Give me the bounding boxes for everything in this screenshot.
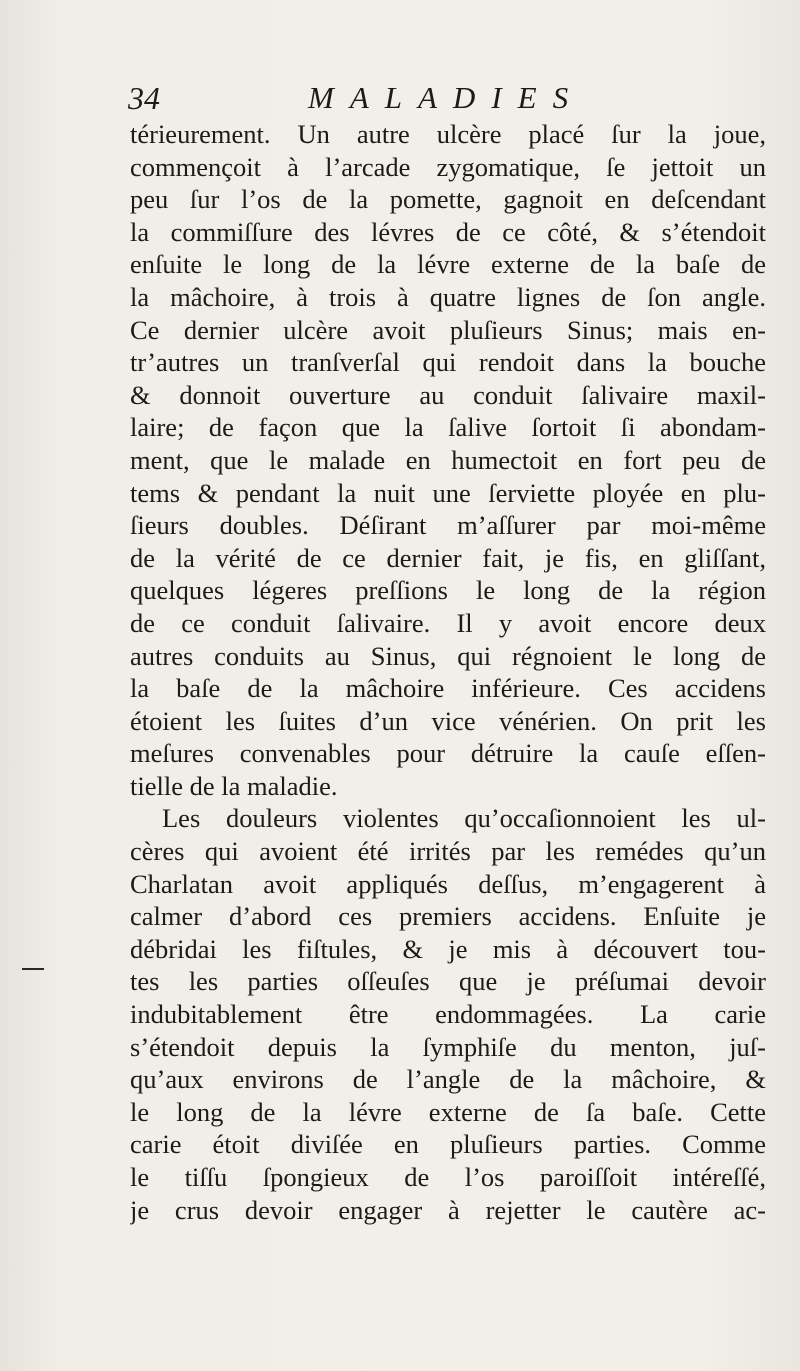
text-line: ment, que le malade en humectoit en fort peu de <box>130 444 766 475</box>
text-line: indubitablement être endommagées. La carie <box>130 999 766 1030</box>
text-line: tr’autres un tranſverſal qui rendoit dans la bouche <box>130 347 766 378</box>
text-line: s’étendoit depuis la ſymphiſe du menton, juſ- <box>130 1031 766 1062</box>
text-line: carie étoit diviſée en pluſieurs parties. Comme <box>130 1129 766 1160</box>
text-line: de la vérité de ce dernier fait, je fis, en gliſſant, <box>130 542 766 573</box>
text-line: ſieurs doubles. Déſirant m’aſſurer par moi-même <box>130 510 766 541</box>
text-line: le tiſſu ſpongieux de l’os paroiſſoit intéreſſé, <box>130 1162 766 1192</box>
text-line: & donnoit ouverture au conduit ſalivaire maxil- <box>130 379 766 410</box>
text-line: tems & pendant la nuit une ſerviette ployée en plu- <box>130 477 766 508</box>
text-line: qu’aux environs de l’angle de la mâchoire, & <box>130 1064 766 1095</box>
text-line: le long de la lévre externe de ſa baſe. Cette <box>130 1096 766 1127</box>
text-line: je crus devoir engager à rejetter le cautère ac- <box>130 1194 766 1225</box>
text-line: laire; de façon que la ſalive ſortoit ſi abondam- <box>130 412 766 443</box>
text-line: la commiſſure des lévres de ce côté, & s’étendoit <box>130 216 766 247</box>
text-line: débridai les fiſtules, & je mis à découvert tou- <box>130 933 766 964</box>
text-line: de ce conduit ſalivaire. Il y avoit encore deux <box>130 607 766 638</box>
text-line: cères qui avoient été irrités par les remédes qu’un <box>130 836 766 867</box>
text-line: Les douleurs violentes qu’occaſionnoient les ul- <box>162 803 766 834</box>
body-text <box>130 118 766 1226</box>
text-line: autres conduits au Sinus, qui régnoient le long de <box>130 640 766 671</box>
text-line: la baſe de la mâchoire inférieure. Ces accidens <box>130 673 766 704</box>
text-line: enſuite le long de la lévre externe de la baſe de <box>130 249 766 280</box>
text-line: térieurement. Un autre ulcère placé ſur la joue, <box>130 119 766 149</box>
text-line: tes les parties oſſeuſes que je préſumai devoir <box>130 966 766 997</box>
text-line: commençoit à l’arcade zygomatique, ſe jettoit un <box>130 151 766 182</box>
text-line: quelques légeres preſſions le long de la région <box>130 575 766 606</box>
text-line: calmer d’abord ces premiers accidens. Enſuite je <box>130 901 766 932</box>
text-line: la mâchoire, à trois à quatre lignes de ſon angle. <box>130 281 766 312</box>
paragraph <box>130 802 766 1226</box>
text-line: étoient les ſuites d’un vice vénérien. On prit les <box>130 705 766 736</box>
text-line: meſures convenables pour détruire la cauſe eſſen- <box>130 738 766 769</box>
text-line: Charlatan avoit appliqués deſſus, m’engagerent à <box>130 868 766 899</box>
page-header <box>128 78 768 118</box>
page-number: 34 <box>128 80 160 116</box>
running-title: MALADIES <box>308 80 585 115</box>
text-line: Ce dernier ulcère avoit pluſieurs Sinus; mais en- <box>130 314 766 345</box>
text-line: peu ſur l’os de la pomette, gagnoit en deſcendant <box>130 184 766 215</box>
margin-mark <box>22 968 44 970</box>
paragraph <box>130 118 766 802</box>
text-line: tielle de la maladie. <box>130 770 338 801</box>
